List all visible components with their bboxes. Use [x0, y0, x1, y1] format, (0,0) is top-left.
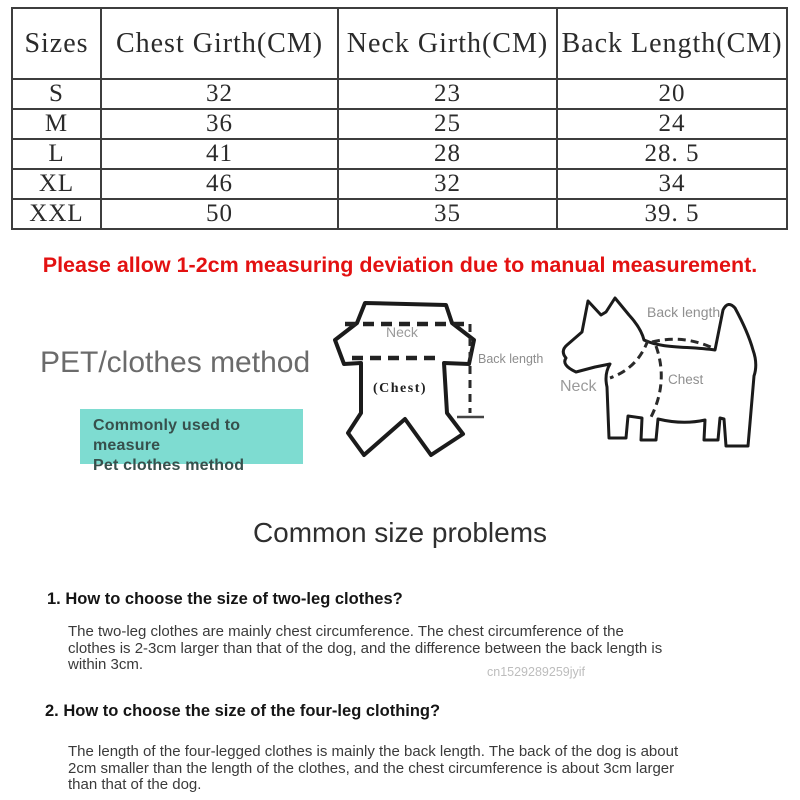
answer-line: 2cm smaller than the length of the clothes, and the chest circumference is about 3cm larger [68, 759, 675, 777]
dog-measure-diagram [548, 288, 798, 473]
table-cell: 25 [338, 109, 557, 139]
garment-neck-label: Neck [386, 324, 418, 340]
answer-line: than that of the dog. [68, 776, 202, 793]
table-header-row [12, 8, 787, 79]
table-cell: 32 [101, 79, 338, 109]
table-cell: 46 [101, 169, 338, 199]
answer-line: within 3cm. [68, 656, 144, 673]
table-row [12, 79, 787, 109]
table-cell: L [12, 139, 101, 169]
table-cell: 39. 5 [557, 199, 787, 229]
col-header-chest-girth: Chest Girth(CM) [101, 8, 338, 79]
col-header-sizes: Sizes [12, 8, 101, 79]
table-row [12, 169, 787, 199]
dog-neck-label: Neck [560, 378, 597, 395]
table-cell: 32 [338, 169, 557, 199]
highlight-line: Pet clothes method [93, 457, 245, 474]
table-row [12, 109, 787, 139]
table-cell: M [12, 109, 101, 139]
table-cell: 28 [338, 139, 557, 169]
table-cell: XXL [12, 199, 101, 229]
table-cell: XL [12, 169, 101, 199]
dog-chest-label: Chest [668, 372, 704, 387]
table-row [12, 199, 787, 229]
table-cell: 28. 5 [557, 139, 787, 169]
table-cell: 35 [338, 199, 557, 229]
table-cell: 50 [101, 199, 338, 229]
question-2-heading: 2. How to choose the size of the four-leg clothing? [45, 702, 441, 720]
col-header-back-length: Back Length(CM) [557, 8, 787, 79]
table-cell: 24 [557, 109, 787, 139]
table-cell: 20 [557, 79, 787, 109]
col-header-neck-girth: Neck Girth(CM) [338, 8, 557, 79]
question-2-answer [68, 744, 678, 794]
method-section-title: PET/clothes method [40, 346, 311, 379]
question-1-heading: 1. How to choose the size of two-leg clothes? [47, 590, 403, 608]
answer-line: The two-leg clothes are mainly chest circumference. The chest circumference of the [68, 623, 624, 640]
measuring-deviation-notice: Please allow 1-2cm measuring deviation due to manual measurement. [42, 253, 758, 277]
garment-chest-label: (Chest) [373, 381, 428, 396]
answer-line: The length of the four-legged clothes is mainly the back length. The back of the dog is about [68, 743, 679, 760]
answer-line: clothes is 2-3cm larger than that of the dog, and the difference between the back length is [68, 639, 663, 657]
dog-outline-shape [563, 298, 756, 446]
table-cell: S [12, 79, 101, 109]
seller-watermark: cn1529289259jyif [487, 665, 585, 679]
problems-section-title: Common size problems [252, 517, 548, 548]
size-chart-table [11, 7, 788, 230]
garment-back-length-label: Back length [478, 352, 544, 366]
method-highlight-box [80, 409, 303, 474]
table-cell: 41 [101, 139, 338, 169]
table-cell: 34 [557, 169, 787, 199]
table-cell: 36 [101, 109, 338, 139]
garment-measure-diagram [320, 295, 550, 470]
highlight-line: Commonly used to measure [93, 417, 241, 454]
table-cell: 23 [338, 79, 557, 109]
table-row [12, 139, 787, 169]
dog-back-length-label: Back length [647, 304, 721, 320]
